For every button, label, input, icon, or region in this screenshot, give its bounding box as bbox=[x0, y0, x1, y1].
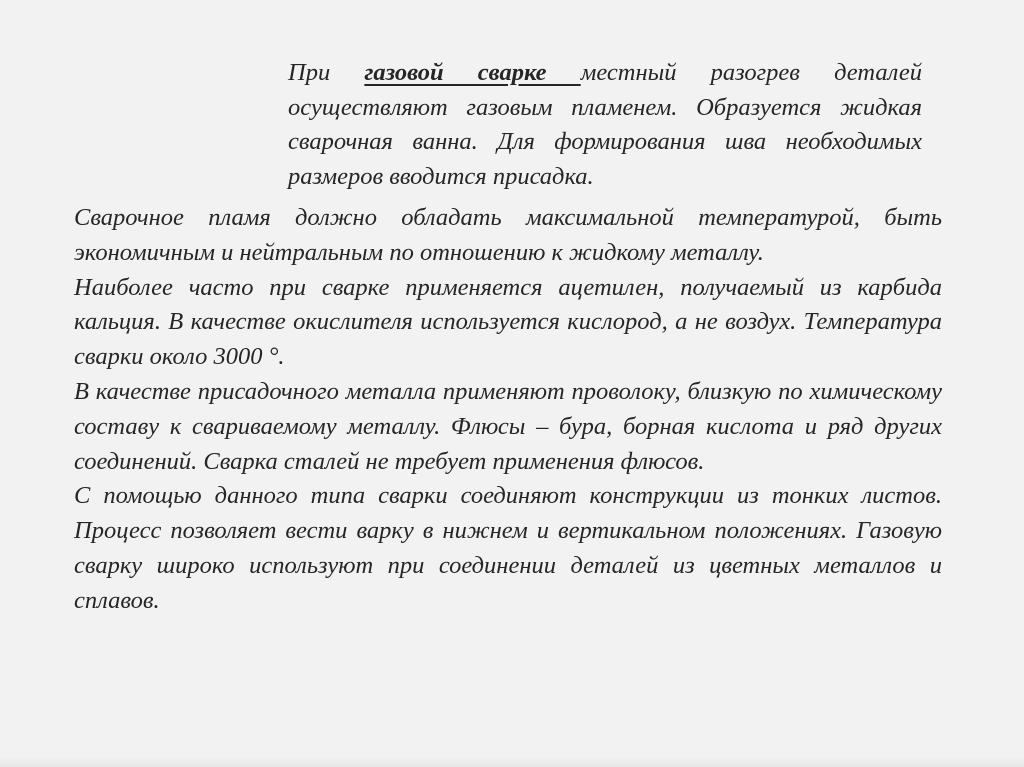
body-text bbox=[74, 201, 942, 619]
paragraph-filler-metal: В качестве присадочного металла применяют проволоку, близкую по химическому составу к свариваемому металлу. Флюсы – бура, борная кислота и ряд других соединений. Сварка сталей не требует применения флюсов. bbox=[74, 377, 942, 475]
intro-lead: При bbox=[288, 59, 365, 86]
intro-term: газовой сварке bbox=[364, 59, 547, 86]
paragraph-flame-requirements: Сварочное пламя должно обладать максимальной температурой, быть экономичным и нейтральным по отношению к жидкому металлу. bbox=[74, 204, 942, 266]
intro-term-gap bbox=[547, 59, 581, 86]
paragraph-applications: С помощью данного типа сварки соединяют конструкции из тонких листов. Процесс позволяет вести варку в нижнем и вертикальном положениях. Газовую сварку широко используют при соединении деталей из цветных металлов и сплавов. bbox=[74, 482, 942, 614]
intro-rest: местный разогрев деталей осуществляют газовым пламенем. Образуется жидкая сварочная ванна. Для формирования шва необходимых размеров вводится присадка. bbox=[288, 59, 922, 190]
intro-paragraph bbox=[288, 56, 922, 194]
paragraph-acetylene: Наиболее часто при сварке применяется ацетилен, получаемый из карбида кальция. В качестве окислителя используется кислород, а не воздух. Температура сварки около 3000 °. bbox=[74, 273, 942, 371]
